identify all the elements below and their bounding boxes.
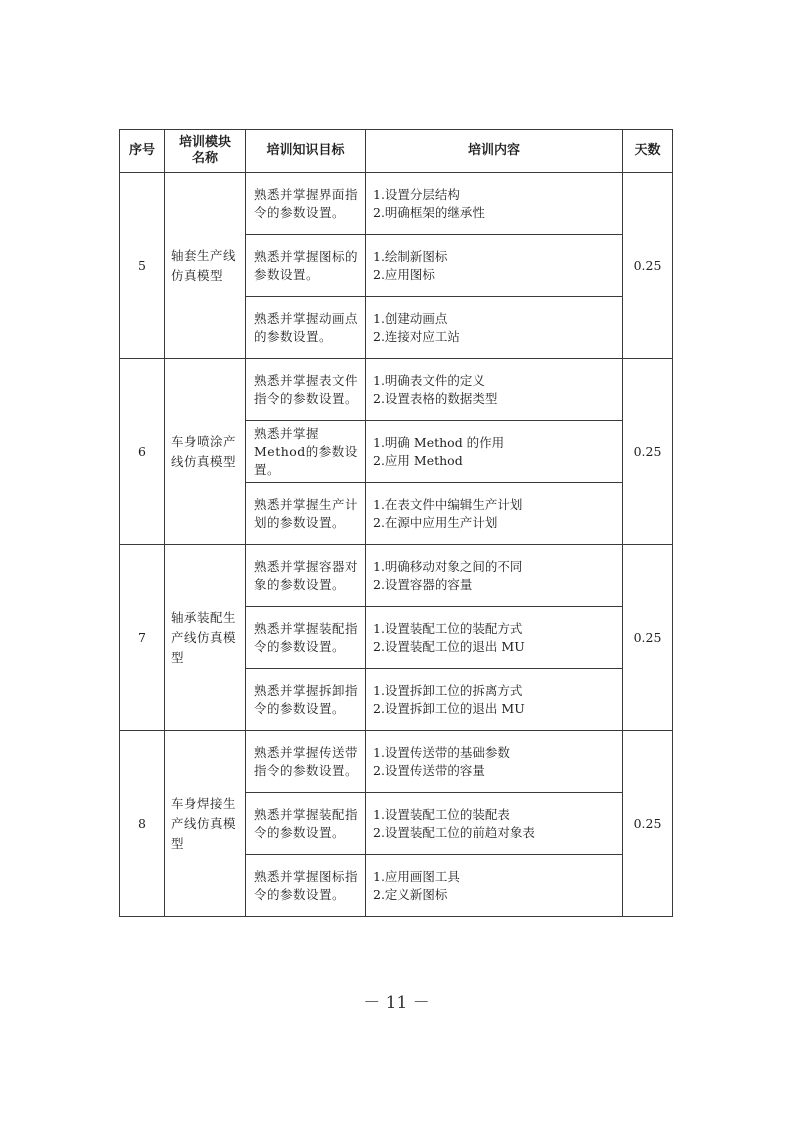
content-line: 2.设置拆卸工位的退出 MU: [373, 700, 525, 716]
module-name: 轴承装配生产线仿真模型: [171, 609, 237, 665]
content-cell: [366, 545, 623, 607]
goal-text: 熟悉并掌握动画点的参数设置。: [254, 310, 359, 344]
module-cell: [165, 731, 246, 917]
content-line: 2.应用 Method: [373, 452, 463, 468]
goal-text: 熟悉并掌握传送带指令的参数设置。: [254, 744, 359, 778]
goal-text: 熟悉并掌握装配指令的参数设置。: [254, 806, 359, 840]
goal-cell: [246, 173, 366, 235]
goal-cell: [246, 731, 366, 793]
days-cell: 0.25: [623, 173, 673, 359]
table-body: [120, 173, 673, 917]
goal-cell: [246, 855, 366, 917]
page-number: － 11 －: [363, 993, 430, 1013]
content-line: 1.设置装配工位的装配表: [373, 806, 510, 822]
content-cell: [366, 421, 623, 483]
goal-text: 熟悉并掌握Method的参数设置。: [254, 425, 358, 477]
content-cell: [366, 235, 623, 297]
content-cell: [366, 359, 623, 421]
content-line: 2.明确框架的继承性: [373, 204, 485, 220]
training-table: [119, 129, 673, 917]
header-module: 培训模块 名称: [165, 130, 246, 173]
content-line: 1.明确表文件的定义: [373, 372, 485, 388]
goal-cell: [246, 483, 366, 545]
content-cell: [366, 607, 623, 669]
content-line: 1.设置拆卸工位的拆离方式: [373, 682, 523, 698]
table-row: [120, 359, 673, 421]
goal-text: 熟悉并掌握拆卸指令的参数设置。: [254, 682, 359, 716]
content-cell: [366, 297, 623, 359]
goal-text: 熟悉并掌握生产计划的参数设置。: [254, 496, 359, 530]
content-line: 1.设置分层结构: [373, 186, 460, 202]
content-line: 1.设置传送带的基础参数: [373, 744, 510, 760]
goal-text: 熟悉并掌握界面指令的参数设置。: [254, 186, 359, 220]
table-row: [120, 173, 673, 235]
days-cell: 0.25: [623, 731, 673, 917]
module-name: 车身焊接生产线仿真模型: [171, 795, 237, 851]
content-line: 2.设置表格的数据类型: [373, 390, 498, 406]
header-days: 天数: [623, 130, 673, 173]
header-goal: 培训知识目标: [246, 130, 366, 173]
goal-cell: [246, 669, 366, 731]
content-cell: [366, 793, 623, 855]
header-content: 培训内容: [366, 130, 623, 173]
module-cell: [165, 545, 246, 731]
goal-text: 熟悉并掌握装配指令的参数设置。: [254, 620, 359, 654]
content-line: 2.设置容器的容量: [373, 576, 473, 592]
goal-cell: [246, 297, 366, 359]
content-line: 1.应用画图工具: [373, 868, 460, 884]
days-cell: 0.25: [623, 545, 673, 731]
table-row: [120, 545, 673, 607]
content-line: 2.连接对应工站: [373, 328, 460, 344]
header-row: [120, 130, 673, 173]
goal-cell: [246, 545, 366, 607]
content-line: 2.定义新图标: [373, 886, 448, 902]
seq-cell: 7: [120, 545, 165, 731]
goal-text: 熟悉并掌握容器对象的参数设置。: [254, 558, 359, 592]
content-line: 2.设置装配工位的前趋对象表: [373, 824, 535, 840]
days-cell: 0.25: [623, 359, 673, 545]
module-cell: [165, 359, 246, 545]
goal-cell: [246, 235, 366, 297]
content-line: 1.明确移动对象之间的不同: [373, 558, 523, 574]
goal-text: 熟悉并掌握表文件指令的参数设置。: [254, 372, 359, 406]
content-cell: [366, 669, 623, 731]
module-cell: [165, 173, 246, 359]
table-row: [120, 731, 673, 793]
content-line: 1.设置装配工位的装配方式: [373, 620, 523, 636]
content-line: 2.在源中应用生产计划: [373, 514, 498, 530]
seq-cell: 8: [120, 731, 165, 917]
content-cell: [366, 483, 623, 545]
content-line: 2.应用图标: [373, 266, 435, 282]
content-cell: [366, 173, 623, 235]
goal-cell: [246, 793, 366, 855]
content-line: 1.绘制新图标: [373, 248, 448, 264]
seq-cell: 5: [120, 173, 165, 359]
content-line: 2.设置传送带的容量: [373, 762, 485, 778]
goal-text: 熟悉并掌握图标的参数设置。: [254, 248, 359, 282]
header-seq: 序号: [120, 130, 165, 173]
content-cell: [366, 855, 623, 917]
goal-text: 熟悉并掌握图标指令的参数设置。: [254, 868, 359, 902]
content-line: 1.明确 Method 的作用: [373, 434, 505, 450]
content-line: 2.设置装配工位的退出 MU: [373, 638, 525, 654]
seq-cell: 6: [120, 359, 165, 545]
content-line: 1.创建动画点: [373, 310, 448, 326]
goal-cell: [246, 421, 366, 483]
goal-cell: [246, 359, 366, 421]
module-name: 车身喷涂产线仿真模型: [171, 433, 237, 469]
content-line: 1.在表文件中编辑生产计划: [373, 496, 523, 512]
content-cell: [366, 731, 623, 793]
goal-cell: [246, 607, 366, 669]
module-name: 轴套生产线仿真模型: [171, 247, 237, 283]
